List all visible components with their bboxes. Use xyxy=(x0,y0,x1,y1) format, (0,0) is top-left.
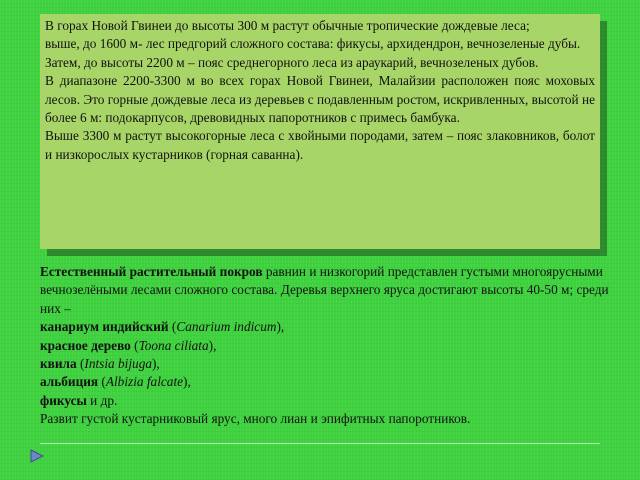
species-item xyxy=(40,392,610,410)
species-item xyxy=(40,318,610,336)
species-latin: Intsia bijuga xyxy=(84,356,152,372)
species-item xyxy=(40,337,610,355)
intro-rest: равнин и низкогорий представлен густыми многоярусными вечнозелёными лесами сложного состава. Деревья верхнего яруса достигают высоты 40-50 м; среди них – xyxy=(40,264,609,316)
paren-close: ), xyxy=(183,374,191,390)
species-name: фикусы xyxy=(40,392,87,408)
box-paragraph-5: Выше 3300 м растут высокогорные леса с хвойными породами, затем – пояс злаковников, болот и низкорослых кустарников (горная саванна). xyxy=(45,128,595,162)
paren-close: ), xyxy=(208,337,217,353)
species-name: альбиция xyxy=(40,374,99,390)
box-paragraph-2: выше, до 1600 м- лес предгорий сложного состава: фикусы, архидендрон, вечнозеленые дубы. xyxy=(45,36,581,52)
species-item xyxy=(40,355,610,373)
box-paragraph-3: Затем, до высоты 2200 м – пояс среднегорного леса из араукарий, вечнозеленых дубов. xyxy=(45,54,539,70)
intro-paragraph xyxy=(40,263,610,318)
play-triangle-icon[interactable] xyxy=(30,449,44,463)
paren-open: ( xyxy=(98,374,106,390)
box-paragraph-4: В диапазоне 2200-3300 м во всех горах Новой Гвинеи, Малайзии расположен пояс моховых лесов. Это горные дождевые леса из деревьев с подавленным ростом, искривленных, высотой не более 6 м: подокарпусов, древовидных папоротников с примесь бамбука. xyxy=(45,73,595,126)
species-latin: Toona ciliata xyxy=(138,337,209,353)
paren-open: ( xyxy=(76,356,85,372)
closing-paragraph: Развит густой кустарниковый ярус, много лиан и эпифитных папоротников. xyxy=(40,411,471,427)
paren-close: ), xyxy=(152,356,160,372)
paren-close: ), xyxy=(276,319,285,335)
intro-bold: Естественный растительный покров xyxy=(40,264,263,279)
species-name: канариум индийский xyxy=(40,319,169,335)
paren-open: ( xyxy=(130,337,139,353)
text-box xyxy=(40,14,600,249)
species-name: красное дерево xyxy=(40,337,131,353)
species-name: квила xyxy=(40,356,77,372)
divider xyxy=(40,443,600,444)
paren-open: ( xyxy=(168,319,177,335)
species-item xyxy=(40,373,610,391)
species-latin: Canarium indicum xyxy=(176,319,277,335)
species-rest: и др. xyxy=(86,392,118,408)
lower-text xyxy=(40,263,610,429)
box-paragraph-1: В горах Новой Гвинеи до высоты 300 м растут обычные тропические дождевые леса; xyxy=(45,18,530,33)
species-latin: Albizia falcate xyxy=(105,374,184,390)
